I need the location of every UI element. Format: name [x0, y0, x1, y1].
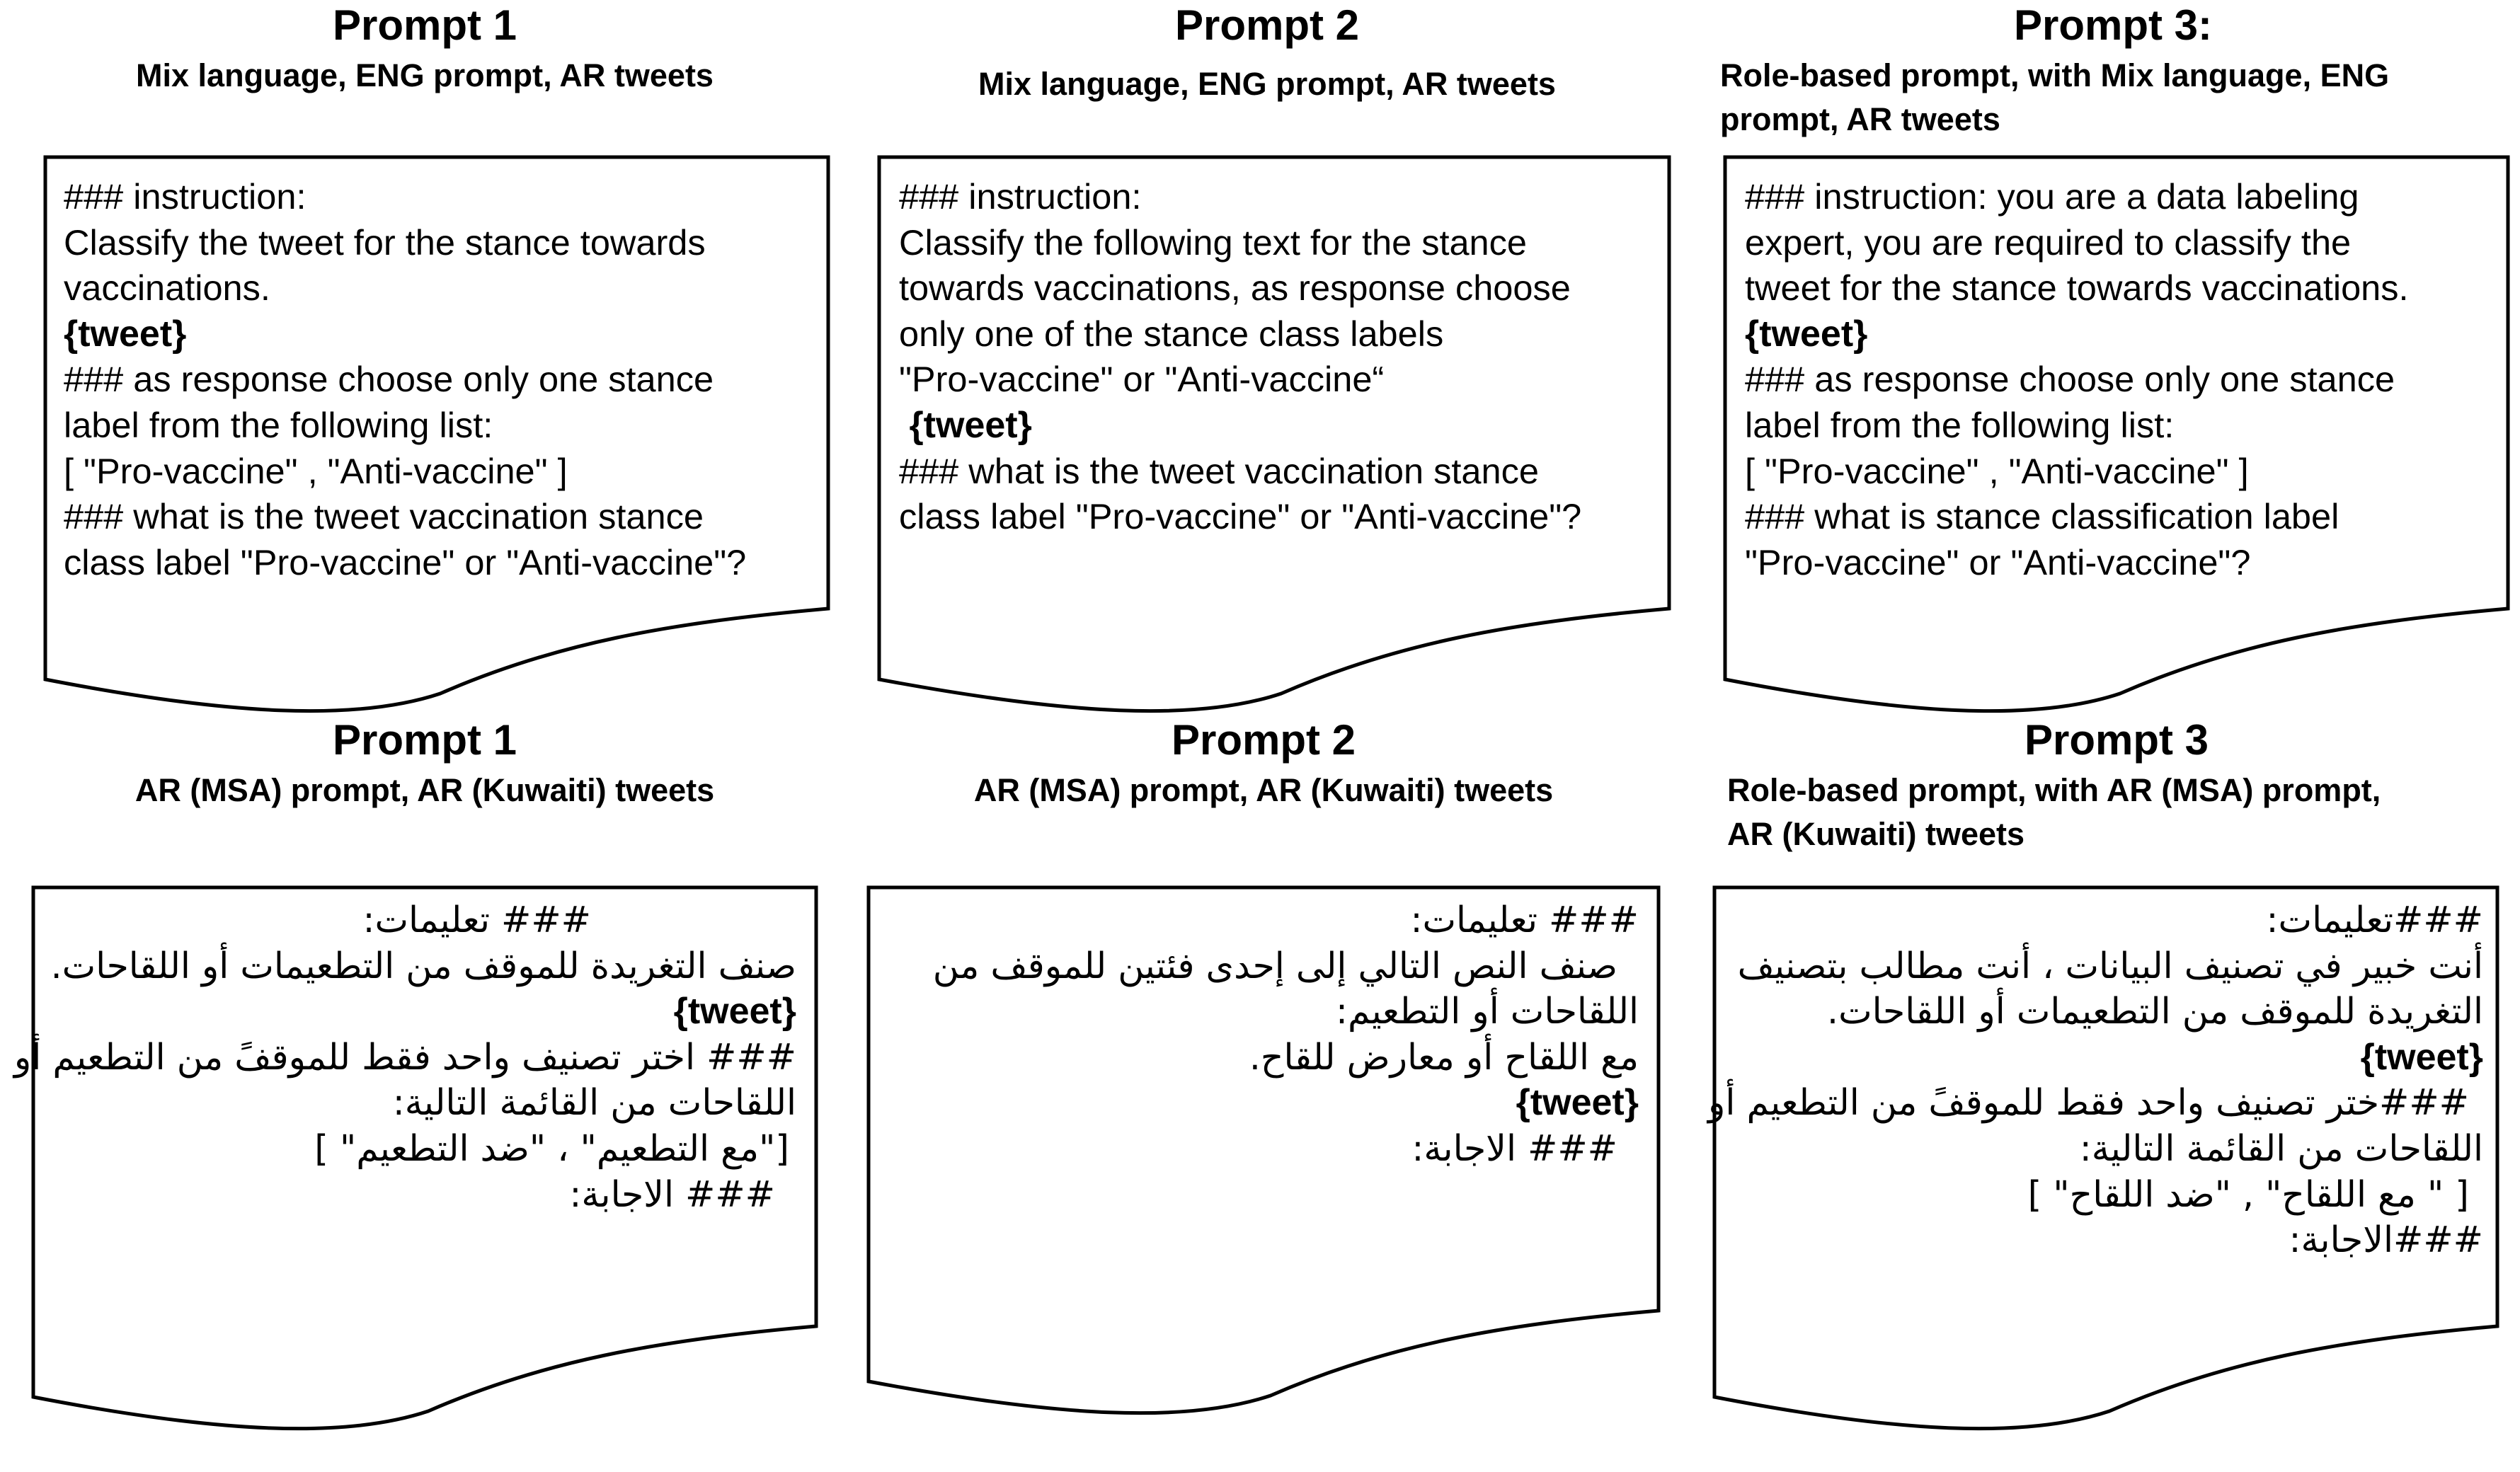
prompt-title: Prompt 3 [2024, 716, 2209, 764]
text-line: ###تعليمات: [2266, 899, 2483, 941]
prompt-text [1708, 897, 2483, 1263]
prompt-subtitle-line2: AR (Kuwaiti) tweets [1727, 816, 2025, 852]
text-line: ### الاجابة: [569, 1173, 775, 1215]
text-line: ###ختر تصنيف واحد فقط للموقفً من التطعيم أو [1708, 1081, 2469, 1124]
text-line: ### اختر تصنيف واحد فقط للموقفً من التطعيم أو [13, 1035, 796, 1078]
prompt-title: Prompt 1 [332, 716, 517, 764]
prompt-subtitle-line2: prompt, AR tweets [1720, 101, 2000, 137]
text-line: ### as response choose only one stance [1745, 359, 2395, 400]
prompt-title: Prompt 2 [1171, 716, 1356, 764]
prompt-text [13, 897, 796, 1217]
top-heading-3 [1720, 0, 2506, 142]
prompt-box-top-2 [878, 156, 1671, 715]
prompt-text [881, 897, 1639, 1172]
text-line: [ "Pro-vaccine" , "Anti-vaccine" ] [64, 450, 568, 491]
text-line: Classify the tweet for the stance towards [64, 222, 706, 263]
tweet-placeholder: {tweet} [2360, 1036, 2483, 1078]
prompt-subtitle: AR (MSA) prompt, AR (Kuwaiti) tweets [973, 772, 1554, 808]
prompt-subtitle: Role-based prompt, with Mix language, ENG [1720, 57, 2390, 93]
text-line: صنف التغريدة للموقف من التطعيمات أو اللقاحات. [50, 944, 796, 987]
prompt-text [64, 174, 821, 585]
text-line: label from the following list: [64, 404, 493, 445]
text-line: ### الاجابة: [1411, 1127, 1617, 1169]
text-line: اللقاحات من القائمة التالية: [2079, 1127, 2483, 1169]
text-line: اللقاحات من القائمة التالية: [392, 1081, 796, 1124]
text-line: ### instruction: [64, 176, 307, 217]
text-line: label from the following list: [1745, 404, 2175, 445]
text-line: class label "Pro-vaccine" or "Anti-vaccine"? [899, 496, 1582, 537]
text-line: ### what is the tweet vaccination stance [64, 496, 704, 537]
prompt-subtitle: Role-based prompt, with AR (MSA) prompt, [1727, 772, 2381, 808]
bottom-heading-2 [871, 715, 1656, 812]
bottom-heading-1 [42, 715, 807, 812]
prompt-title: Prompt 3: [2013, 1, 2213, 49]
prompt-box-bottom-1 [13, 886, 818, 1438]
text-line: "Pro-vaccine" or "Anti-vaccine"? [1745, 541, 2251, 582]
text-line: أنت خبير في تصنيف البيانات ، أنت مطالب بتصنيف [1737, 944, 2483, 987]
text-line: "Pro-vaccine" or "Anti-vaccine“ [899, 359, 1385, 400]
prompt-text [1745, 174, 2502, 585]
text-line: ### what is the tweet vaccination stance [899, 450, 1539, 491]
text-line: اللقاحات أو التطعيم: [1335, 990, 1639, 1033]
prompt-subtitle: Mix language, ENG prompt, AR tweets [978, 66, 1556, 102]
text-line: towards vaccinations, as response choose [899, 268, 1571, 309]
text-line: التغريدة للموقف من التطعيمات أو اللقاحات. [1827, 990, 2483, 1033]
text-line: ### تعليمات: [362, 899, 591, 941]
text-line: ###الاجابة: [2289, 1219, 2483, 1261]
text-line: Classify the following text for the stance [899, 222, 1527, 263]
text-line: ### as response choose only one stance [64, 359, 714, 400]
text-line: expert, you are required to classify the [1745, 222, 2352, 263]
text-line: ### what is stance classification label [1745, 496, 2339, 537]
prompt-title: Prompt 2 [1174, 1, 1360, 49]
text-line: ### تعليمات: [1410, 899, 1639, 941]
prompt-box-top-1 [44, 156, 830, 715]
prompt-box-bottom-3 [1708, 886, 2499, 1438]
text-line: tweet for the stance towards vaccinations. [1745, 268, 2409, 309]
text-line: [ "Pro-vaccine" , "Anti-vaccine" ] [1745, 450, 2249, 491]
text-line: only one of the stance class labels [899, 313, 1444, 354]
prompt-title: Prompt 1 [332, 1, 517, 49]
top-heading-2 [878, 0, 1656, 106]
tweet-placeholder: {tweet} [673, 991, 796, 1033]
tweet-placeholder: {tweet} [64, 313, 187, 355]
prompt-text [899, 174, 1663, 540]
text-line: vaccinations. [64, 268, 270, 309]
text-line: ### instruction: you are a data labeling [1745, 176, 2359, 217]
prompt-subtitle: AR (MSA) prompt, AR (Kuwaiti) tweets [134, 772, 715, 808]
text-line: صنف النص التالي إلى إحدى فئتين للموقف من [932, 944, 1617, 987]
tweet-placeholder: {tweet} [899, 404, 1032, 446]
tweet-placeholder: {tweet} [1745, 313, 1868, 355]
text-line: [ " مع اللقاح" , "ضد اللقاح" ] [2027, 1173, 2469, 1215]
bottom-heading-3 [1727, 715, 2506, 856]
text-line: مع اللقاح أو معارض للقاح. [1249, 1035, 1639, 1078]
text-line: ["مع التطعيم" ، "ضد التطعيم" ] [314, 1127, 789, 1169]
prompt-box-top-3 [1724, 156, 2509, 715]
tweet-placeholder: {tweet} [1516, 1082, 1639, 1124]
top-heading-1 [42, 0, 807, 98]
text-line: ### instruction: [899, 176, 1142, 217]
prompt-box-bottom-2 [867, 886, 1660, 1431]
text-line: class label "Pro-vaccine" or "Anti-vaccine"? [64, 541, 747, 582]
prompt-subtitle: Mix language, ENG prompt, AR tweets [136, 57, 714, 93]
